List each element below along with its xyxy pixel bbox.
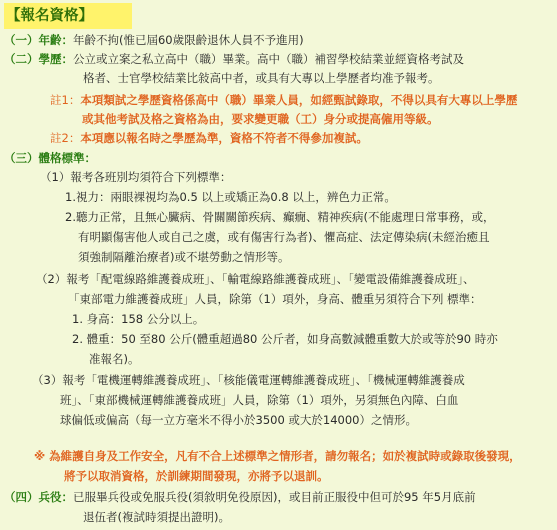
warning-line-1: ※ 為維護自身及工作安全，凡有不合上述標準之情形者，請勿報名；如於複試時或錄取後發現， — [34, 449, 521, 463]
note-1-row — [50, 90, 517, 110]
section-title: 【報名資格】 — [4, 3, 132, 29]
education-label: （二）學歷： — [4, 52, 73, 66]
age-row — [4, 30, 304, 50]
physical-p1-item: 須強制隔離治療者)或不堪勞動之情形等。 — [78, 250, 290, 264]
physical-p3-line-1: （3）報考「電機運轉維護養成班」、「核能儀電運轉維護養成班」、「機械運轉維護養成 — [32, 373, 465, 387]
physical-p1-intro: （1）報考各班別均須符合下列標準： — [40, 170, 232, 184]
warning-line-2: 將予以取消資格，於訓練期間發現，亦將予以退訓。 — [64, 469, 329, 483]
physical-p2-item: 1. 身高：158 公分以上。 — [72, 312, 205, 326]
military-line-2: 退伍者(複試時須提出證明)。 — [83, 510, 230, 524]
age-text: 年齡不拘(惟已屆60歲限齡退休人員不予進用) — [73, 33, 304, 47]
note-1-label: 註1： — [50, 93, 81, 107]
physical-p3-line-2: 班」、「東部機械運轉維護養成班」人員，除第（1）項外，另須無色內障、白血 — [60, 393, 459, 407]
physical-p1-item: 1.視力：兩眼裸視均為0.5 以上或矯正為0.8 以上，辨色力正常。 — [65, 190, 396, 204]
physical-p3-line-3: 球偏低或偏高（每一立方毫米不得小於3500 或大於14000）之情形。 — [60, 413, 418, 427]
education-row — [4, 49, 464, 69]
military-line-1: 已服畢兵役或免服兵役(須敘明免役原因)，或目前正服役中但可於95 年5月底前 — [73, 490, 476, 504]
military-row — [4, 487, 476, 507]
physical-p2-item: 准報名)。 — [89, 352, 140, 366]
education-line-2: 格者、士官學校結業比敍高中者，或具有大專以上學歷者均准予報考。 — [83, 71, 440, 85]
physical-p2-line-1: （2）報考「配電線路維護養成班」、「輸電線路維護養成班」、「變電設備維護養成班」、 — [36, 272, 475, 286]
physical-p1-item: 2.聽力正常，且無心臟病、骨關關節疾病、癲癇、精神疾病(不能處理日常事務，或， — [65, 210, 495, 224]
note-2-text: 本項應以報名時之學歷為準，資格不符者不得參加複試。 — [80, 131, 368, 145]
physical-p2-line-2: 「東部電力維護養成班」人員，除第（1）項外，身高、體重另須符合下列 標準： — [68, 292, 482, 306]
physical-p2-item: 2. 體重：50 至80 公斤(體重超過80 公斤者，如身高數減體重數大於或等於90 時亦 — [72, 332, 498, 346]
physical-label: （三）體格標準： — [4, 151, 96, 165]
note-1-line-2: 或其他考試及格之資格為由，要求變更職（工）身分或提高僱用等級。 — [82, 112, 439, 126]
age-label: （一）年齡： — [4, 33, 73, 47]
note-2-label: 註2： — [50, 131, 81, 145]
physical-p1-item: 有明顯傷害他人或自己之虞，或有傷害行為者)、懼高症、法定傳染病(未經治癒且 — [78, 230, 490, 244]
education-line-1: 公立或立案之私立高中（職）畢業。高中（職）補習學校結業並經資格考試及 — [73, 52, 464, 66]
military-label: （四）兵役： — [4, 490, 73, 504]
note-1-line-1: 本項類試之學歷資格係高中（職）畢業人員，如經甄試錄取，不得以具有大專以上學歷 — [80, 93, 518, 107]
note-2-row — [50, 128, 368, 148]
